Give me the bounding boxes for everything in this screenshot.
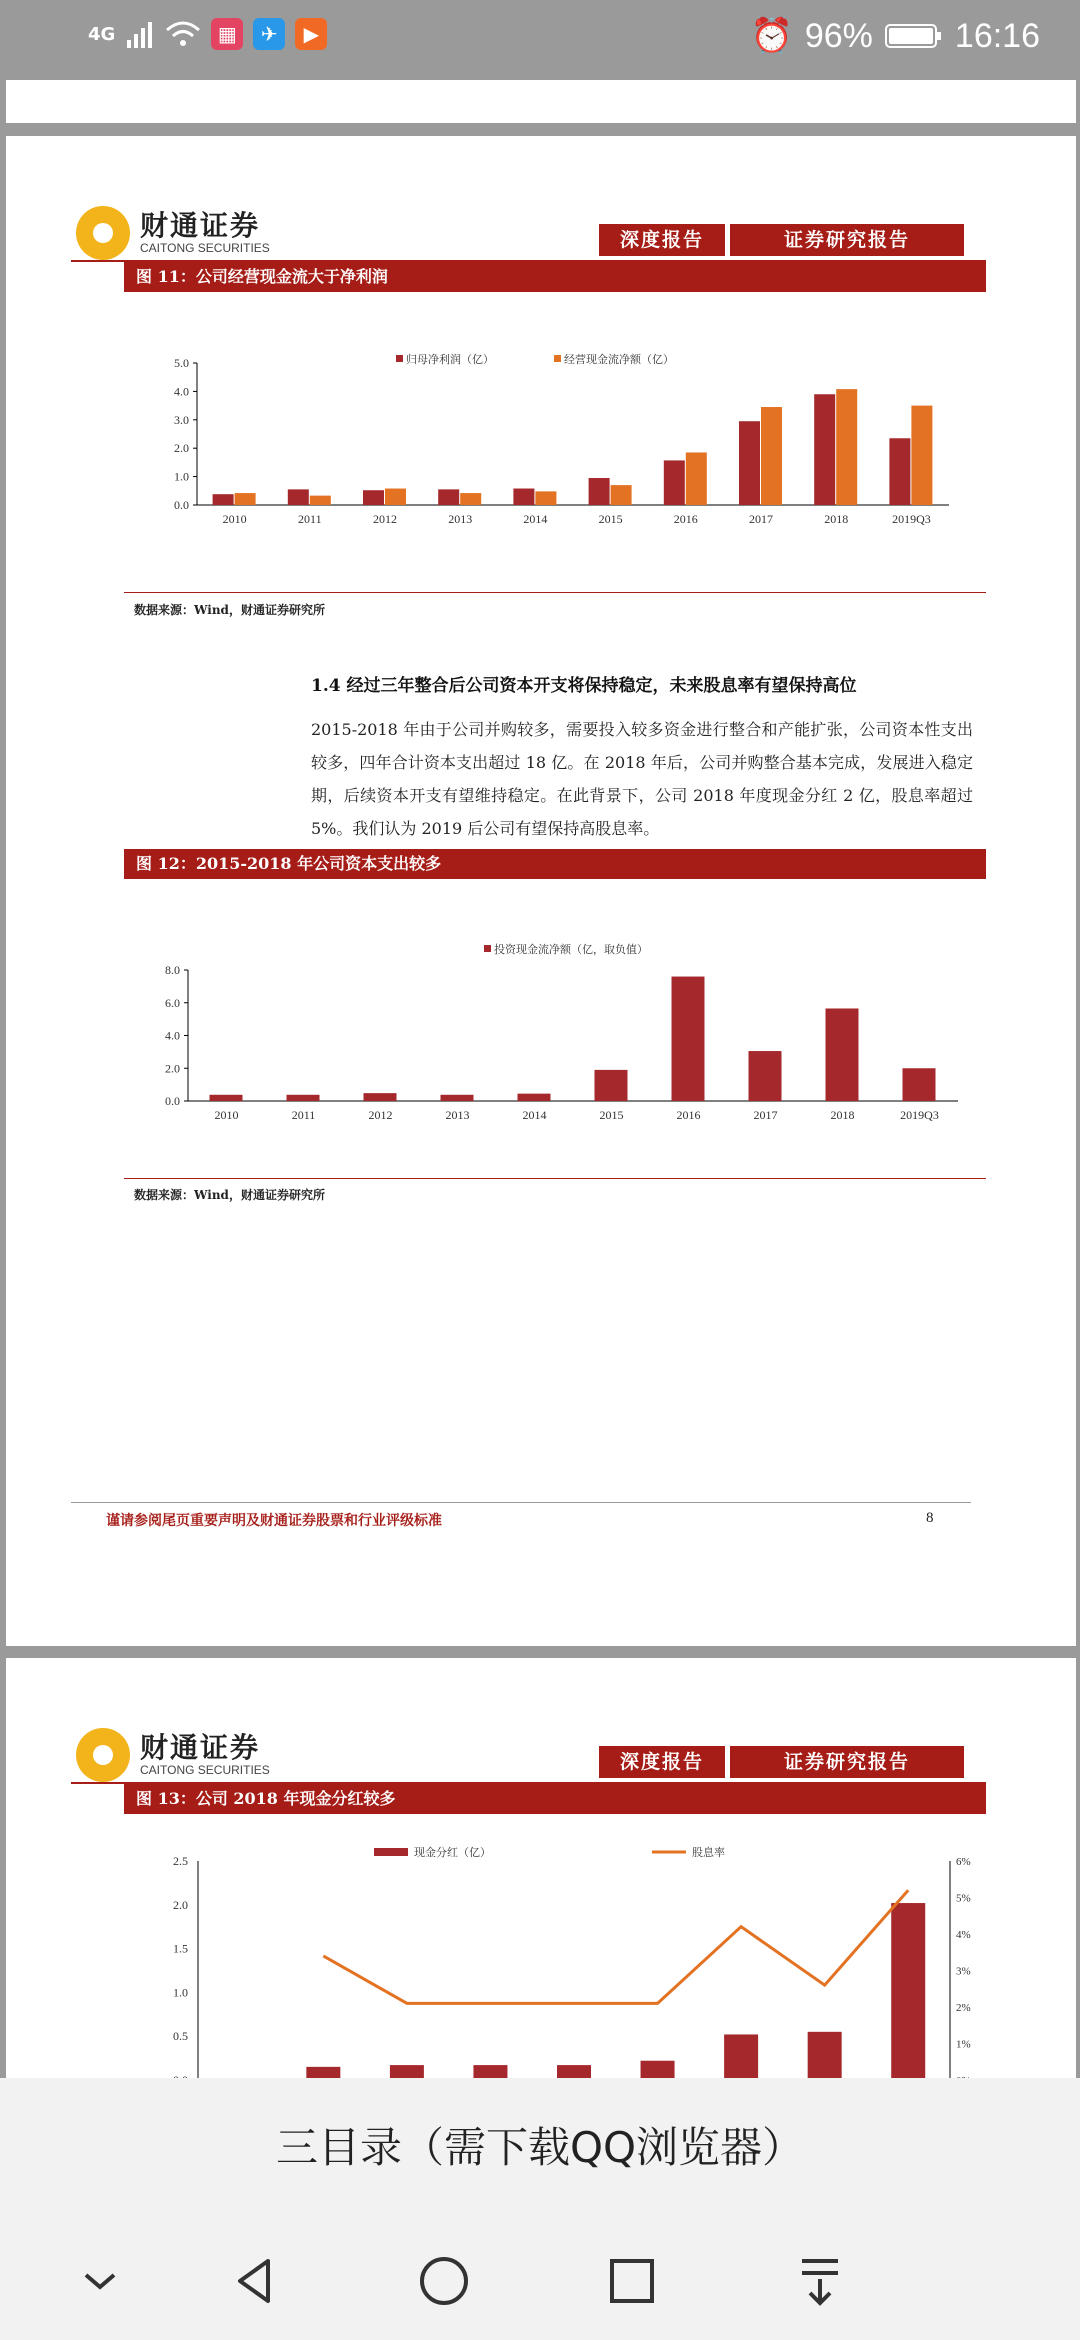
x-tick-label: 2017 xyxy=(753,1108,778,1122)
bar xyxy=(641,2061,675,2078)
legend-label: 现金分红（亿） xyxy=(414,1847,491,1859)
report-category-tag: 证券研究报告 xyxy=(730,224,964,256)
bar xyxy=(749,1051,782,1101)
bar xyxy=(473,2065,507,2078)
bar xyxy=(287,1095,320,1101)
footer-disclaimer: 谨请参阅尾页重要声明及财通证券股票和行业评级标准 xyxy=(106,1513,442,1529)
signal-bars-icon xyxy=(125,20,155,48)
bar xyxy=(213,494,234,505)
figure-12-title: 图 12：2015-2018 年公司资本支出较多 xyxy=(124,849,986,879)
x-tick-label: 2019Q3 xyxy=(900,1108,939,1122)
y-right-tick-label: 1% xyxy=(956,2038,971,2051)
bar xyxy=(589,478,610,505)
section-paragraph: 2015-2018 年由于公司并购较多，需要投入较多资金进行整合和产能扩张，公司资本性支出较多，四年合计资本支出超过 18 亿。在 2018 年后，公司并购整合基本完成，发展进入稳定期，后续资本开支有望维持稳定。在此背景下，公司 2018 年度现金分红 2 亿，股息率超过 5%。我们认为 2019 后公司有望保持高股息率。 xyxy=(311,720,973,838)
logo-mark-icon xyxy=(76,206,130,260)
y-tick-label: 3.0 xyxy=(174,412,189,427)
legend-label: 经营现金流净额（亿） xyxy=(564,354,674,366)
x-tick-label: 2017 xyxy=(749,512,773,526)
x-tick-label: 2015 xyxy=(598,512,623,526)
footer-rule xyxy=(71,1502,971,1503)
y-left-tick-label: 0.5 xyxy=(173,2029,188,2044)
y-left-tick-label: 1.5 xyxy=(173,1941,188,1956)
battery-icon xyxy=(885,22,943,50)
bar xyxy=(210,1095,243,1101)
y-right-tick-label: 2% xyxy=(956,2002,971,2014)
bar xyxy=(310,496,331,505)
figure-13-title: 图 13：公司 2018 年现金分红较多 xyxy=(124,1784,986,1814)
calendar-app-icon: ▦ xyxy=(211,18,243,50)
bar xyxy=(814,394,835,505)
y-right-tick-label: 5% xyxy=(956,1892,971,1905)
x-tick-label: 2011 xyxy=(291,1108,316,1122)
download-icon[interactable] xyxy=(792,2253,848,2309)
y-tick-label: 2.0 xyxy=(174,441,189,456)
bar xyxy=(836,389,857,505)
section-heading: 1.4 经过三年整合后公司资本开支将保持稳定，未来股息率有望保持高位 xyxy=(311,676,857,696)
wifi-icon xyxy=(165,20,201,48)
bar xyxy=(306,2067,340,2078)
legend-swatch xyxy=(374,1848,408,1856)
y-tick-label: 4.0 xyxy=(165,1028,180,1043)
figure-11-rule xyxy=(124,592,986,593)
company-logo: 财通证券 CAITONG SECURITIES xyxy=(76,206,270,260)
bar xyxy=(460,493,481,505)
report-type-tag: 深度报告 xyxy=(599,224,725,256)
figure-13-chart xyxy=(124,1828,986,2078)
bar xyxy=(518,1094,551,1101)
bar xyxy=(363,490,384,505)
recents-icon[interactable] xyxy=(604,2253,660,2309)
bar xyxy=(889,438,910,505)
y-tick-label: 6.0 xyxy=(165,995,180,1010)
x-tick-label: 2014 xyxy=(522,1108,547,1122)
report-type-tag-2: 深度报告 xyxy=(599,1746,725,1778)
video-app-icon: ▶ xyxy=(295,18,327,50)
figure-12-source: 数据来源：Wind，财通证券研究所 xyxy=(134,1188,325,1202)
legend-swatch xyxy=(484,945,491,952)
company-logo-2: 财通证券 CAITONG SECURITIES xyxy=(76,1728,270,1782)
y-left-tick-label: 2.5 xyxy=(173,1854,188,1868)
home-icon[interactable] xyxy=(416,2253,472,2309)
x-tick-label: 2016 xyxy=(673,512,698,526)
alarm-icon: ⏰ xyxy=(750,17,793,55)
bar xyxy=(672,977,705,1101)
bar xyxy=(686,452,707,505)
bar xyxy=(535,491,556,505)
bar xyxy=(911,406,932,505)
x-tick-label: 2012 xyxy=(368,1108,393,1122)
y-tick-label: 8.0 xyxy=(165,963,180,977)
y-tick-label: 5.0 xyxy=(174,356,189,370)
y-left-tick-label: 1.0 xyxy=(173,1985,188,2000)
x-tick-label: 2018 xyxy=(830,1108,855,1122)
x-tick-label: 2018 xyxy=(824,512,849,526)
y-tick-label: 2.0 xyxy=(165,1061,180,1076)
document-page-next xyxy=(6,1658,1076,2078)
bar xyxy=(441,1095,474,1101)
figure-11-title: 图 11：公司经营现金流大于净利润 xyxy=(124,262,986,292)
bar xyxy=(611,485,632,505)
y-right-tick-label: 3% xyxy=(956,1965,971,1978)
bar xyxy=(235,493,256,505)
bar xyxy=(761,407,782,505)
y-tick-label: 0.0 xyxy=(174,498,189,512)
x-tick-label: 2015 xyxy=(599,1108,624,1122)
x-tick-label: 2010 xyxy=(222,512,247,526)
figure-12-chart xyxy=(124,896,986,1151)
bar xyxy=(664,460,685,505)
legend-swatch xyxy=(554,355,561,362)
figure-12-rule xyxy=(124,1178,986,1179)
document-page xyxy=(6,136,1076,1646)
logo-mark-icon xyxy=(76,1728,130,1782)
back-icon[interactable] xyxy=(228,2253,284,2309)
bar xyxy=(390,2065,424,2078)
bar xyxy=(385,489,406,505)
y-tick-label: 0.0 xyxy=(165,1094,180,1108)
signal-icon: 4G xyxy=(88,23,116,45)
legend-swatch xyxy=(396,355,403,362)
bar xyxy=(724,2034,758,2078)
bar xyxy=(826,1008,859,1101)
bar xyxy=(513,489,534,505)
status-bar xyxy=(0,0,1080,80)
x-tick-label: 2012 xyxy=(373,512,397,526)
legend-label: 投资现金流净额（亿，取负值） xyxy=(494,944,648,956)
chevron-down-icon[interactable] xyxy=(72,2253,128,2309)
x-tick-label: 2013 xyxy=(445,1108,470,1122)
bar xyxy=(288,489,309,505)
y-right-tick-label: 6% xyxy=(956,1856,971,1868)
message-app-icon: ✈ xyxy=(253,18,285,50)
legend-label: 股息率 xyxy=(692,1847,725,1859)
y-tick-label: 1.0 xyxy=(174,469,189,484)
bar xyxy=(595,1070,628,1101)
bar xyxy=(808,2032,842,2078)
page-number: 8 xyxy=(926,1510,934,1526)
x-tick-label: 2016 xyxy=(676,1108,701,1122)
y-right-tick-label: 4% xyxy=(956,1929,971,1941)
dividend-yield-line xyxy=(323,1890,908,2003)
x-tick-label: 2010 xyxy=(214,1108,239,1122)
bar xyxy=(891,1903,925,2078)
table-of-contents-button[interactable]: 三目录（需下载QQ浏览器） xyxy=(0,2078,1080,2218)
x-tick-label: 2014 xyxy=(523,512,548,526)
system-nav-bar xyxy=(0,2218,1080,2340)
figure-11-chart xyxy=(124,311,986,536)
x-tick-label: 2011 xyxy=(298,512,322,526)
y-left-tick-label: 2.0 xyxy=(173,1897,188,1912)
figure-11-source: 数据来源：Wind，财通证券研究所 xyxy=(134,603,325,617)
battery-percent: 96% xyxy=(804,16,873,55)
bar xyxy=(739,421,760,505)
x-tick-label: 2019Q3 xyxy=(892,512,931,526)
x-tick-label: 2013 xyxy=(448,512,473,526)
report-category-tag-2: 证券研究报告 xyxy=(730,1746,964,1778)
bar xyxy=(364,1093,397,1101)
bar xyxy=(438,489,459,505)
legend-label: 归母净利润（亿） xyxy=(406,354,494,366)
bar xyxy=(557,2065,591,2078)
clock: 16:16 xyxy=(954,16,1040,55)
y-tick-label: 4.0 xyxy=(174,384,189,399)
previous-page-fragment xyxy=(6,80,1076,123)
bar xyxy=(903,1068,936,1101)
